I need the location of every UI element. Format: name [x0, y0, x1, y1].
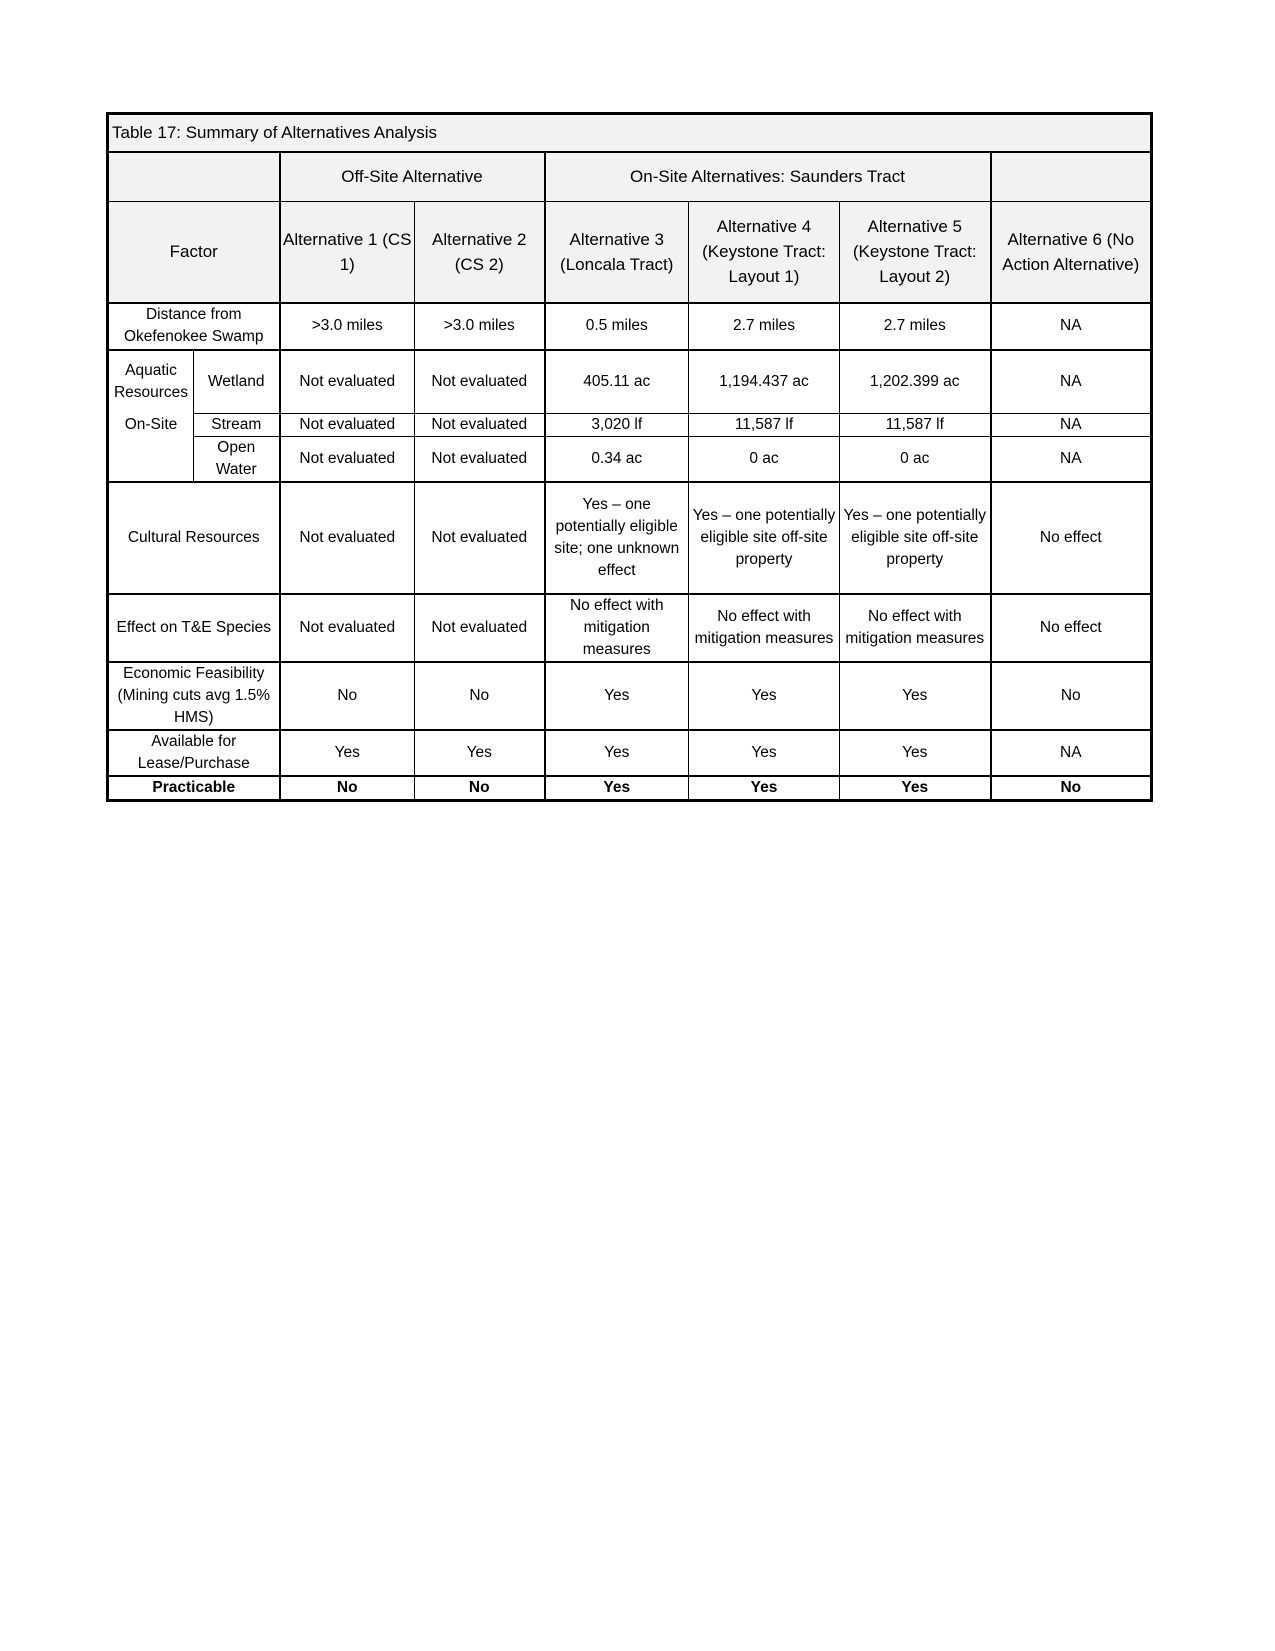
- table-cell: 1,194.437 ac: [689, 350, 840, 414]
- table-cell: Not evaluated: [280, 350, 415, 414]
- table-cell: Yes: [840, 730, 991, 776]
- table-row-distance: [108, 303, 1152, 350]
- table-cell: 405.11 ac: [545, 350, 689, 414]
- table-cell: No: [415, 776, 545, 801]
- row-label-stream: Stream: [194, 414, 280, 437]
- table-cell: No: [991, 776, 1152, 801]
- table-cell: No effect: [991, 594, 1152, 662]
- group-header-empty: [108, 152, 280, 202]
- table-cell: Not evaluated: [280, 437, 415, 483]
- table-row-practicable: [108, 776, 1152, 801]
- group-header-on-site: On-Site Alternatives: Saunders Tract: [545, 152, 991, 202]
- table-row-cultural: [108, 482, 1152, 594]
- table-cell: No: [991, 662, 1152, 730]
- table-cell: 11,587 lf: [689, 414, 840, 437]
- table-cell: NA: [991, 437, 1152, 483]
- table-row-economic: [108, 662, 1152, 730]
- row-label-practicable: Practicable: [108, 776, 280, 801]
- column-header-factor: Factor: [108, 202, 280, 303]
- table-cell: Yes: [545, 776, 689, 801]
- table-cell: 11,587 lf: [840, 414, 991, 437]
- table-cell: Yes: [280, 730, 415, 776]
- row-label-wetland: Wetland: [194, 350, 280, 414]
- column-header-alt5: Alternative 5 (Keystone Tract: Layout 2): [840, 202, 991, 303]
- table-cell: No effect with mitigation measures: [840, 594, 991, 662]
- table-cell: No: [280, 776, 415, 801]
- column-header-alt3: Alternative 3 (Loncala Tract): [545, 202, 689, 303]
- table-cell: 0 ac: [840, 437, 991, 483]
- table-row-wetland: [108, 350, 1152, 414]
- table-cell: Not evaluated: [415, 414, 545, 437]
- group-header-off-site: Off-Site Alternative: [280, 152, 545, 202]
- table-cell: No: [415, 662, 545, 730]
- table-cell: Not evaluated: [280, 482, 415, 594]
- table-cell: NA: [991, 414, 1152, 437]
- group-header-last: [991, 152, 1152, 202]
- table-cell: NA: [991, 350, 1152, 414]
- table-cell: Not evaluated: [415, 350, 545, 414]
- row-label-aquatic-resources: Aquatic Resources: [108, 350, 194, 414]
- table-cell: 0 ac: [689, 437, 840, 483]
- row-label-available: Available for Lease/Purchase: [108, 730, 280, 776]
- table-row-available: [108, 730, 1152, 776]
- table-cell: Yes – one potentially eligible site; one unknown effect: [545, 482, 689, 594]
- table-cell: Yes: [840, 662, 991, 730]
- row-label-economic: Economic Feasibility (Mining cuts avg 1.5% HMS): [108, 662, 280, 730]
- column-header-alt2: Alternative 2 (CS 2): [415, 202, 545, 303]
- table-cell: Yes: [840, 776, 991, 801]
- table-cell: 2.7 miles: [840, 303, 991, 350]
- table-cell: No effect: [991, 482, 1152, 594]
- column-header-alt1: Alternative 1 (CS 1): [280, 202, 415, 303]
- table-cell: NA: [991, 730, 1152, 776]
- table-cell: Not evaluated: [280, 594, 415, 662]
- table-row-open-water: [108, 437, 1152, 483]
- table-cell: Yes: [415, 730, 545, 776]
- table-cell: No effect with mitigation measures: [545, 594, 689, 662]
- table-cell: Yes: [689, 662, 840, 730]
- table-title: Table 17: Summary of Alternatives Analysis: [108, 114, 1152, 152]
- table-row-stream: [108, 414, 1152, 437]
- table-cell: Yes: [545, 730, 689, 776]
- table-cell: No: [280, 662, 415, 730]
- table-cell: >3.0 miles: [280, 303, 415, 350]
- table-row-te-species: [108, 594, 1152, 662]
- row-label-aquatic-blank: [108, 437, 194, 483]
- row-label-te-species: Effect on T&E Species: [108, 594, 280, 662]
- table-cell: 3,020 lf: [545, 414, 689, 437]
- table-cell: >3.0 miles: [415, 303, 545, 350]
- table-cell: 0.5 miles: [545, 303, 689, 350]
- alternatives-summary-table: [106, 112, 1153, 802]
- table-cell: Not evaluated: [415, 437, 545, 483]
- table-cell: No effect with mitigation measures: [689, 594, 840, 662]
- column-header-alt6: Alternative 6 (No Action Alternative): [991, 202, 1152, 303]
- table-cell: Yes – one potentially eligible site off-site property: [689, 482, 840, 594]
- row-label-distance: Distance from Okefenokee Swamp: [108, 303, 280, 350]
- table-cell: Yes: [689, 776, 840, 801]
- table-cell: Yes: [545, 662, 689, 730]
- table-cell: 2.7 miles: [689, 303, 840, 350]
- table-cell: 1,202.399 ac: [840, 350, 991, 414]
- table-cell: 0.34 ac: [545, 437, 689, 483]
- table-cell: NA: [991, 303, 1152, 350]
- row-label-open-water: Open Water: [194, 437, 280, 483]
- table-cell: Not evaluated: [415, 482, 545, 594]
- column-header-alt4: Alternative 4 (Keystone Tract: Layout 1): [689, 202, 840, 303]
- table-cell: Yes: [689, 730, 840, 776]
- row-label-cultural: Cultural Resources: [108, 482, 280, 594]
- table-cell: Not evaluated: [415, 594, 545, 662]
- table-cell: Yes – one potentially eligible site off-site property: [840, 482, 991, 594]
- row-label-on-site: On-Site: [108, 414, 194, 437]
- table-cell: Not evaluated: [280, 414, 415, 437]
